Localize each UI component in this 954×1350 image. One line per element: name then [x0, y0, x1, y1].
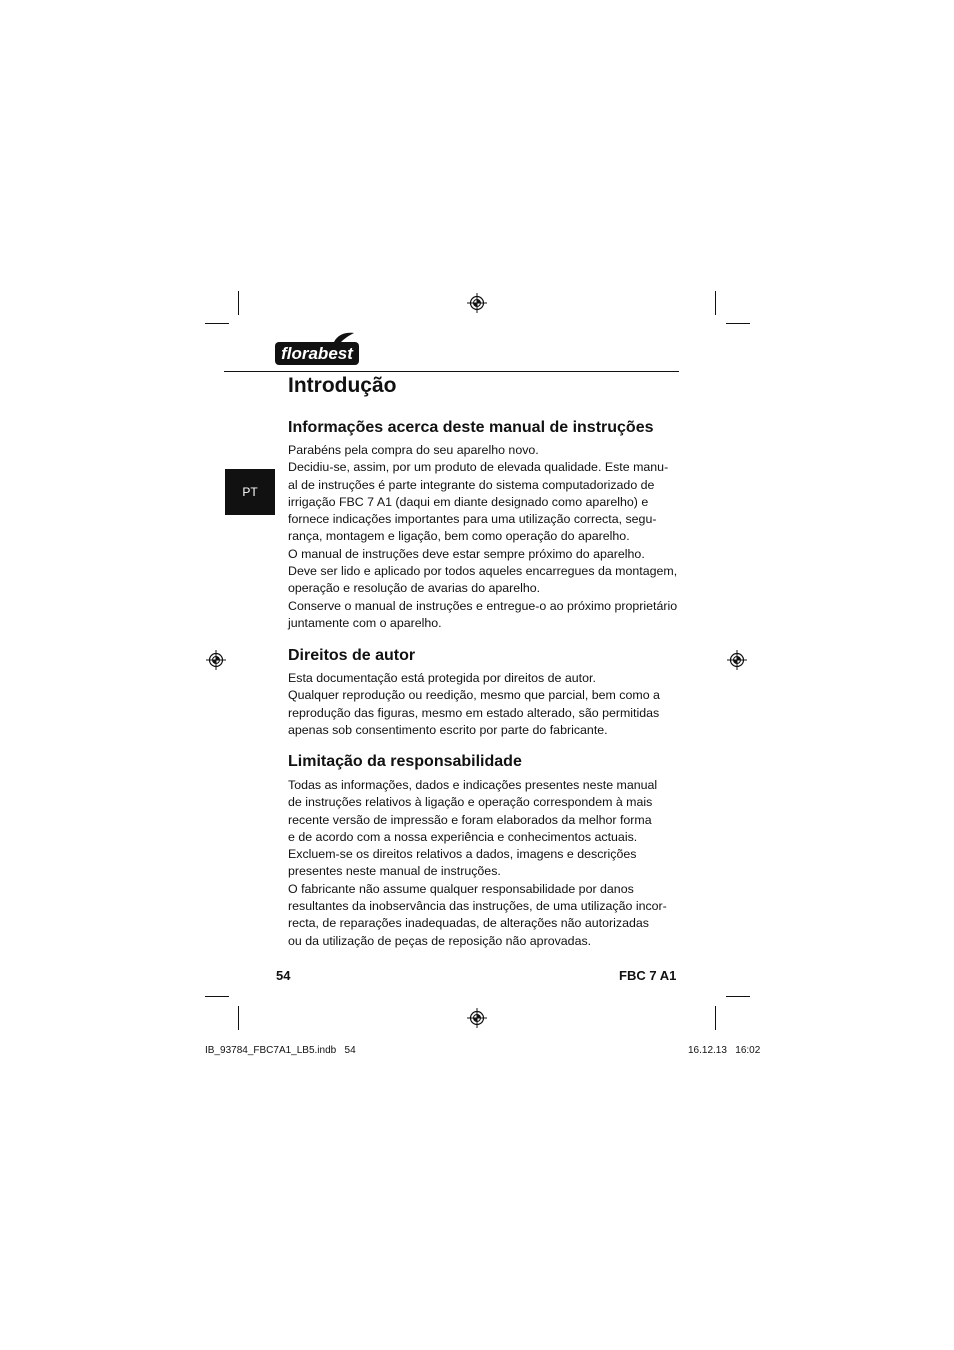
language-tab — [225, 469, 275, 515]
text-line: juntamente com o aparelho. — [288, 615, 442, 630]
text-line: O fabricante não assume qualquer responsabilidade por danos — [288, 881, 634, 896]
text-line: Esta documentação está protegida por direitos de autor. — [288, 671, 596, 685]
text-line: Excluem-se os direitos relativos a dados, imagens e descrições — [288, 847, 637, 862]
header-rule — [224, 371, 679, 372]
text-line: Deve ser lido e aplicado por todos aqueles encarregues da montagem, — [288, 564, 678, 579]
model-label: FBC 7 A1 — [619, 968, 677, 983]
text-line: irrigação FBC 7 A1 (daqui em diante designado como aparelho) e — [288, 494, 649, 509]
page-number: 54 — [276, 968, 291, 983]
text-line: al de instruções é parte integrante do sistema computadorizado de — [288, 477, 655, 492]
text-line: fornece indicações importantes para uma utilização correcta, segu- — [288, 512, 657, 527]
section-body — [288, 777, 678, 950]
text-line: Todas as informações, dados e indicações presentes neste manual — [288, 778, 658, 792]
section-body — [288, 670, 678, 739]
leaf-icon — [334, 333, 354, 343]
registration-mark-icon — [206, 650, 226, 670]
registration-mark-icon — [727, 650, 747, 670]
text-line: Decidiu-se, assim, por um produto de elevada qualidade. Este manu- — [288, 460, 669, 475]
text-line: O manual de instruções deve estar sempre próximo do aparelho. — [288, 546, 645, 561]
brand-name: florabest — [281, 344, 353, 363]
section-heading: Informações acerca deste manual de instruções — [288, 419, 654, 436]
text-line: Parabéns pela compra do seu aparelho novo. — [288, 443, 539, 457]
text-line: e de acordo com a nossa experiência e conhecimentos actuais. — [288, 829, 638, 844]
section-heading: Direitos de autor — [288, 647, 416, 664]
section-heading: Limitação da responsabilidade — [288, 753, 522, 770]
text-line: Conserve o manual de instruções e entregue-o ao próximo proprietário — [288, 598, 678, 613]
registration-mark-icon — [467, 293, 487, 313]
text-line: apenas sob consentimento escrito por parte do fabricante. — [288, 722, 608, 737]
text-line: recta, de reparações inadequadas, de alterações não autorizadas — [288, 916, 649, 931]
file-slug: IB_93784_FBC7A1_LB5.indb 54 — [205, 1045, 356, 1056]
language-tab-label: PT — [242, 485, 258, 499]
text-line: presentes neste manual de instruções. — [288, 864, 501, 879]
text-line: ou da utilização de peças de reposição não aprovadas. — [288, 933, 592, 948]
text-line: recente versão de impressão e foram elaborados da melhor forma — [288, 812, 652, 827]
print-date: 16.12.13 16:02 — [688, 1045, 761, 1056]
text-line: de instruções relativos à ligação e operação correspondem à mais — [288, 795, 653, 810]
text-line: Qualquer reprodução ou reedição, mesmo que parcial, bem como a — [288, 688, 660, 703]
text-line: resultantes da inobservância das instruções, de uma utilização incor- — [288, 899, 667, 914]
text-line: operação e resolução de avarias do aparelho. — [288, 581, 541, 596]
page-title: Introdução — [288, 374, 397, 397]
florabest-logo — [274, 332, 360, 366]
text-line: rança, montagem e ligação, bem como operação do aparelho. — [288, 529, 630, 544]
registration-mark-icon — [467, 1008, 487, 1028]
section-body — [288, 442, 678, 632]
text-line: reprodução das figuras, mesmo em estado alterado, são permitidas — [288, 705, 660, 720]
